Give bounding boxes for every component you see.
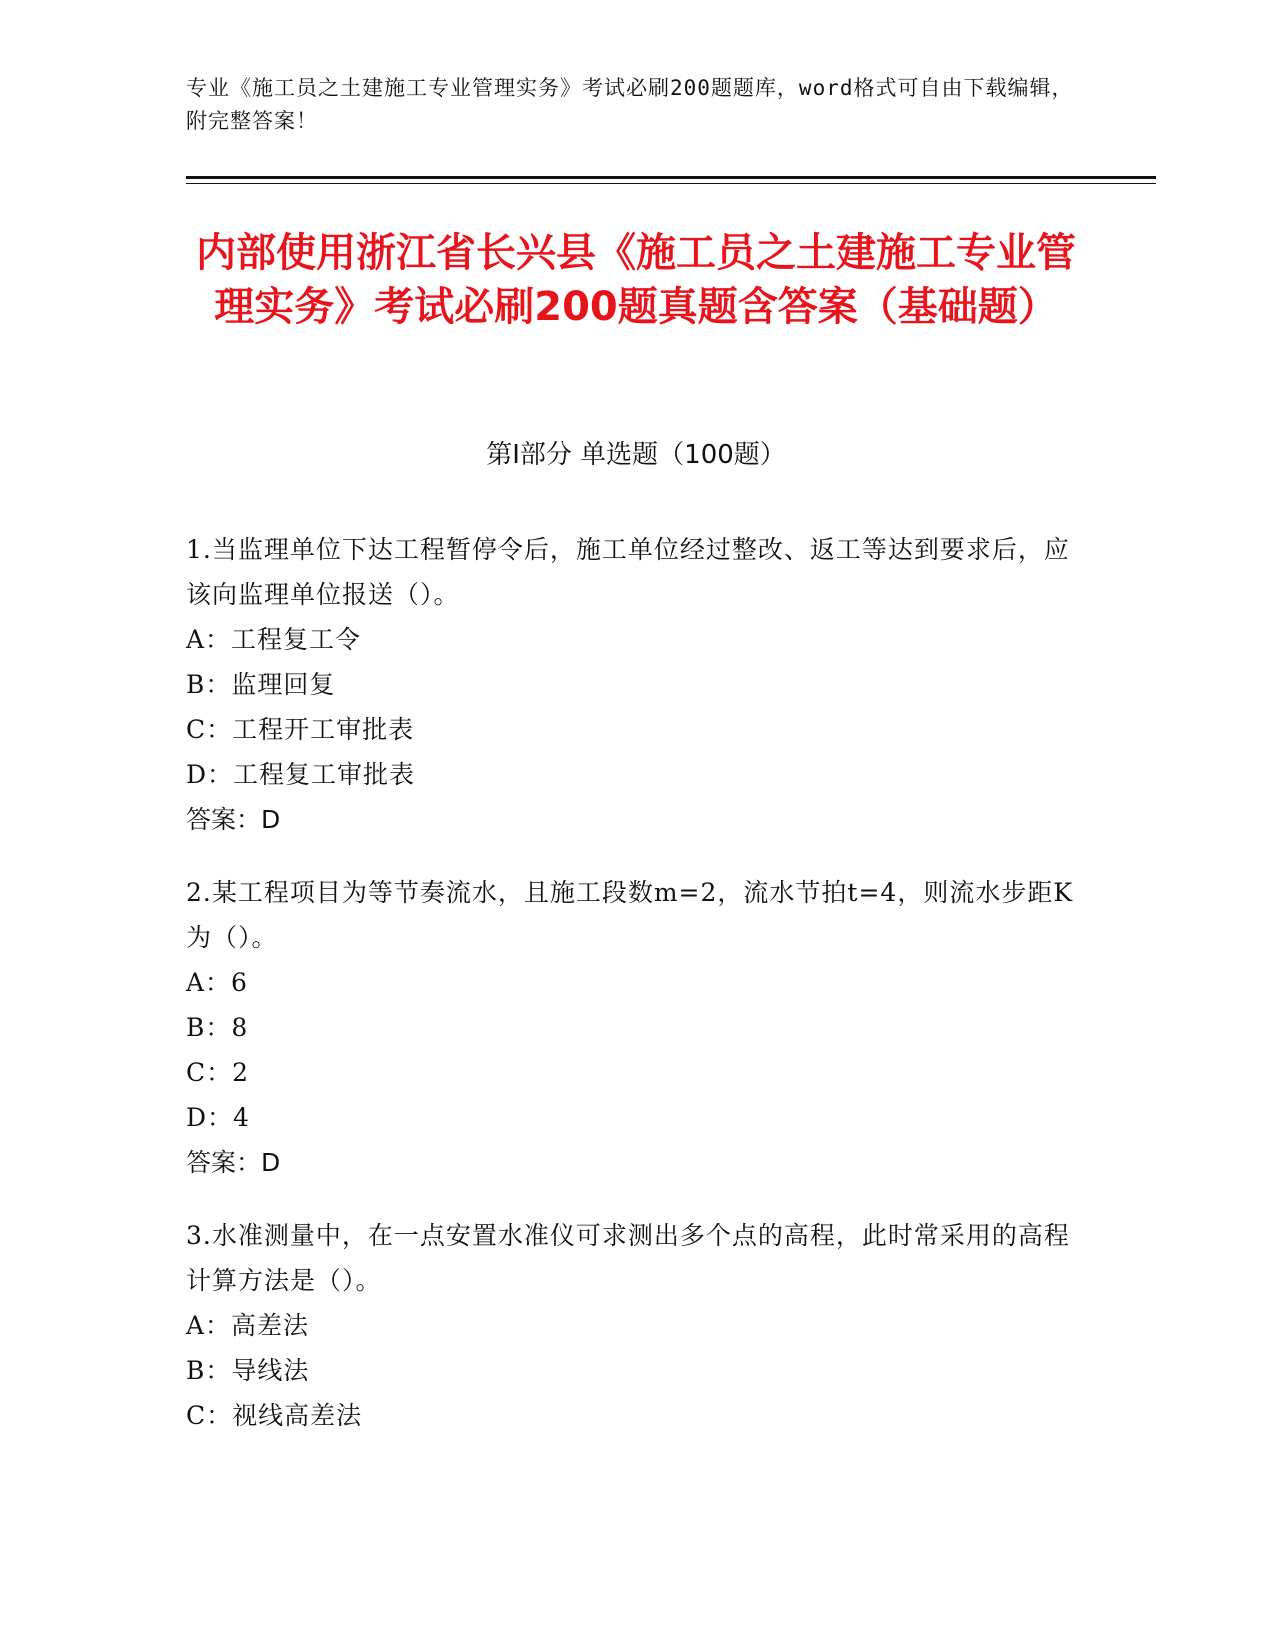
- option-c: C：视线高差法: [186, 1401, 363, 1430]
- option-a: A：高差法: [186, 1311, 310, 1340]
- question-stem: 2.某工程项目为等节奏流水，且施工段数m=2，流水节拍t=4，则流水步距K为（）。: [186, 878, 1073, 952]
- question-1: [186, 527, 1086, 842]
- option-b: B：导线法: [186, 1356, 310, 1385]
- header-divider-thin: [186, 183, 1156, 184]
- question-list: [186, 527, 1086, 1466]
- option-b: B：监理回复: [186, 670, 336, 699]
- option-a: A：6: [186, 968, 248, 997]
- option-c: C：2: [186, 1058, 250, 1087]
- question-3: [186, 1213, 1086, 1438]
- option-d: D：4: [186, 1103, 250, 1132]
- header-divider-thick: [186, 176, 1156, 179]
- answer: 答案：D: [186, 1148, 281, 1177]
- section-title: 第Ⅰ部分 单选题（100题）: [486, 440, 786, 470]
- answer: 答案：D: [186, 805, 281, 834]
- document-title: 内部使用浙江省长兴县《施工员之土建施工专业管理实务》考试必刷200题真题含答案（基础题）: [196, 230, 1076, 330]
- question-2: [186, 870, 1086, 1185]
- option-a: A：工程复工令: [186, 625, 362, 654]
- option-c: C：工程开工审批表: [186, 715, 415, 744]
- question-stem: 1.当监理单位下达工程暂停令后，施工单位经过整改、返工等达到要求后，应该向监理单位报送（）。: [186, 535, 1070, 609]
- header-note: 专业《施工员之土建施工专业管理实务》考试必刷200题题库，word格式可自由下载编辑，附完整答案！: [186, 76, 1074, 133]
- option-d: D：工程复工审批表: [186, 760, 416, 789]
- question-stem: 3.水准测量中，在一点安置水准仪可求测出多个点的高程，此时常采用的高程计算方法是（）。: [186, 1221, 1070, 1295]
- option-b: B：8: [186, 1013, 249, 1042]
